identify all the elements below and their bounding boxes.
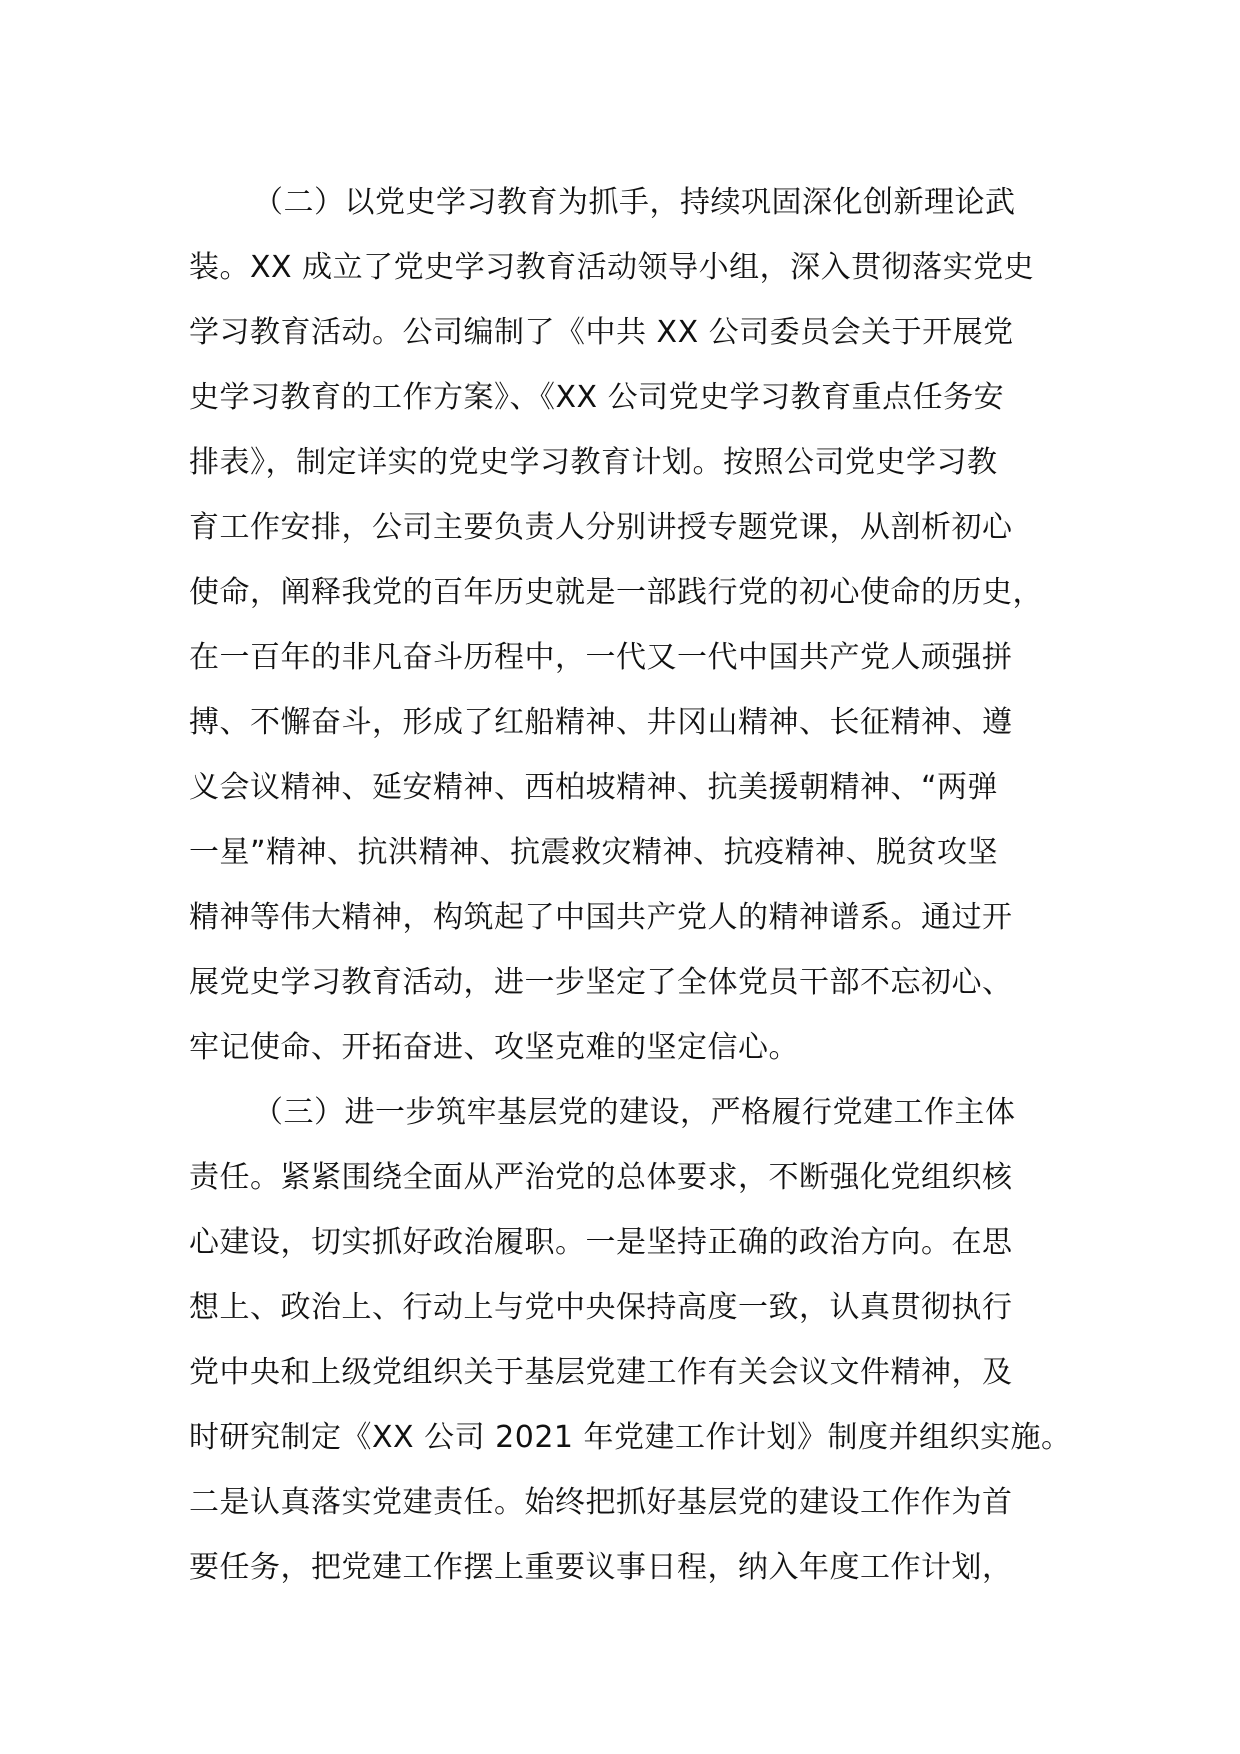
paragraph-line: 在一百年的非凡奋斗历程中，一代又一代中国共产党人顽强拼: [189, 640, 1013, 675]
paragraph-line: 精神等伟大精神，构筑起了中国共产党人的精神谱系。通过开: [189, 900, 1013, 935]
paragraph-party-history-education: [189, 170, 1089, 1080]
paragraph-line: 时研究制定《XX 公司 2021 年党建工作计划》制度并组织实施。: [189, 1420, 1072, 1455]
paragraph-line: 二是认真落实党建责任。始终把抓好基层党的建设工作作为首: [189, 1485, 1013, 1520]
document-body: [189, 170, 1089, 1600]
paragraph-line: 心建设，切实抓好政治履职。一是坚持正确的政治方向。在思: [189, 1225, 1013, 1260]
paragraph-line: 义会议精神、延安精神、西柏坡精神、抗美援朝精神、“两弹: [189, 770, 999, 805]
paragraph-line: 使命，阐释我党的百年历史就是一部践行党的初心使命的历史，: [189, 575, 1043, 610]
paragraph-line: （三）进一步筑牢基层党的建设，严格履行党建工作主体: [253, 1095, 1016, 1130]
paragraph-line: 史学习教育的工作方案》、《XX 公司党史学习教育重点任务安: [189, 380, 1005, 415]
paragraph-line: 学习教育活动。公司编制了《中共 XX 公司委员会关于开展党: [189, 315, 1014, 350]
paragraph-line: 一星”精神、抗洪精神、抗震救灾精神、抗疫精神、脱贫攻坚: [189, 835, 999, 870]
paragraph-line: （二）以党史学习教育为抓手，持续巩固深化创新理论武: [253, 185, 1016, 220]
paragraph-line: 责任。紧紧围绕全面从严治党的总体要求，不断强化党组织核: [189, 1160, 1013, 1195]
paragraph-line: 要任务，把党建工作摆上重要议事日程，纳入年度工作计划，: [189, 1550, 1013, 1585]
paragraph-line: 牢记使命、开拓奋进、攻坚克难的坚定信心。: [189, 1030, 799, 1065]
paragraph-line: 排表》，制定详实的党史学习教育计划。按照公司党史学习教: [189, 445, 998, 480]
paragraph-line: 装。XX 成立了党史学习教育活动领导小组，深入贯彻落实党史: [189, 250, 1035, 285]
paragraph-grassroots-party-building: [189, 1080, 1089, 1600]
paragraph-line: 搏、不懈奋斗，形成了红船精神、井冈山精神、长征精神、遵: [189, 705, 1013, 740]
paragraph-line: 想上、政治上、行动上与党中央保持高度一致，认真贯彻执行: [189, 1290, 1013, 1325]
paragraph-line: 育工作安排，公司主要负责人分别讲授专题党课，从剖析初心: [189, 510, 1013, 545]
paragraph-line: 展党史学习教育活动，进一步坚定了全体党员干部不忘初心、: [189, 965, 1013, 1000]
paragraph-line: 党中央和上级党组织关于基层党建工作有关会议文件精神，及: [189, 1355, 1013, 1390]
